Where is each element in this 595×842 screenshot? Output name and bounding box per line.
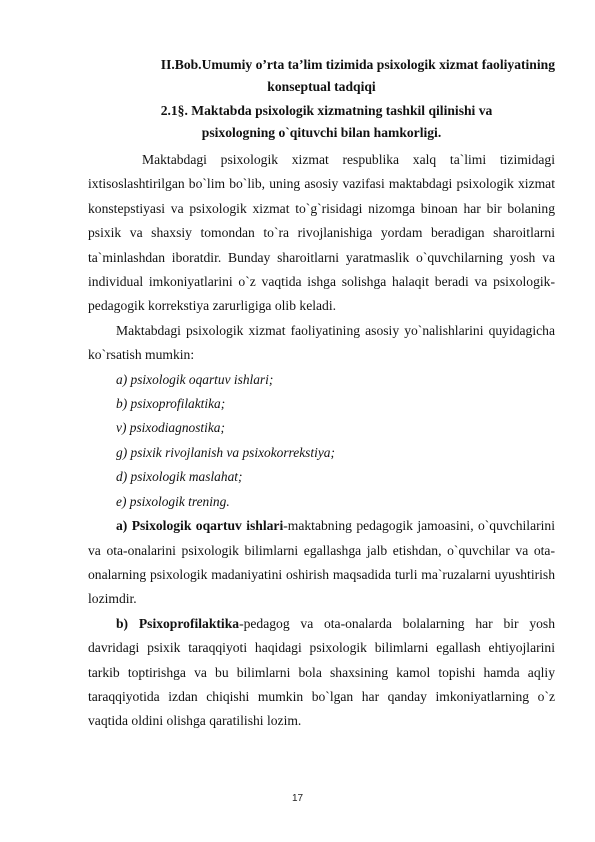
chapter-title: II.Bob.Umumiy o’rta ta’lim tizimida psixologik xizmat faoliyatining bbox=[160, 57, 555, 72]
page-number: 17 bbox=[291, 793, 304, 804]
term-psychological-education: a) Psixologik oqartuv ishlari bbox=[116, 518, 284, 534]
definition-psychoprophylaxis: -pedagog va ota-onalarda bolalarning har bir yosh davridagi psixik taraqqiyoti haqidagi psixologik bilimlarni egallash ehtiyojlarini tarkib toptirishga va bu bilimlarni bola shaxsining kamol topishi hamda aqliy taraqqiyotida izdan chiqishi mumkin bo`lgan har qanday imkoniyatlarning o`z vaqtida oldini olishga qaratilishi lozim. bbox=[88, 615, 555, 729]
paragraph-psychological-education bbox=[88, 514, 555, 612]
section-title: 2.1§. Maktabda psixologik xizmatning tashkil qilinishi va bbox=[160, 103, 493, 118]
list-item: d) psixologik maslahat; bbox=[116, 469, 243, 485]
list-item: v) psixodiagnostika; bbox=[116, 420, 225, 436]
list-item: a) psixologik oqartuv ishlari; bbox=[116, 371, 274, 387]
paragraph-psychoprophylaxis bbox=[88, 612, 555, 734]
list-item: b) psixoprofilaktika; bbox=[116, 396, 226, 412]
paragraph-intro: Maktabdagi psixologik xizmat respublika xalq ta`limi tizimidagi ixtisoslashtirilgan bo`lim bo`lib, uning asosiy vazifasi maktabdagi psixologik xizmat konstepstiyasi va psixologik xizmat to`g`risidagi nizomga binoan har bir bolaning psixik va shaxsiy tomondan to`ra rivojlanishiga yordam beradigan sharoitlarni ta`minlashdan iboratdir. Bunday sharoitlarni yaratmaslik o`quvchilarning yosh va individual imkoniyatlarini o`z vaqtida ishga solishga halaqit beradi va psixologik-pedagogik korrekstiya zarurligiga olib keladi. bbox=[88, 152, 555, 314]
list-item: e) psixologik trening. bbox=[116, 493, 230, 509]
section-title-continued: psixologning o`qituvchi bilan hamkorligi. bbox=[201, 125, 442, 140]
term-psychoprophylaxis: b) Psixoprofilaktika bbox=[116, 615, 240, 631]
paragraph-directions: Maktabdagi psixologik xizmat faoliyatining asosiy yo`nalishlarini quyidagicha ko`rsatish mumkin: bbox=[88, 322, 555, 363]
list-item: g) psixik rivojlanish va psixokorrekstiya; bbox=[116, 444, 335, 460]
definition-psychological-education: -maktabning pedagogik jamoasini, o`quvchilarini va ota-onalarini psixologik bilimlarni egallashga jalb etishdan, o`quvchilar va ota-onalarning psixologik madaniyatini oshirish maqsadida turli ma`ruzalarni uyushtirish lozimdir. bbox=[88, 518, 555, 607]
page-content bbox=[88, 54, 555, 734]
chapter-title-continued: konseptual tadqiqi bbox=[267, 79, 376, 94]
